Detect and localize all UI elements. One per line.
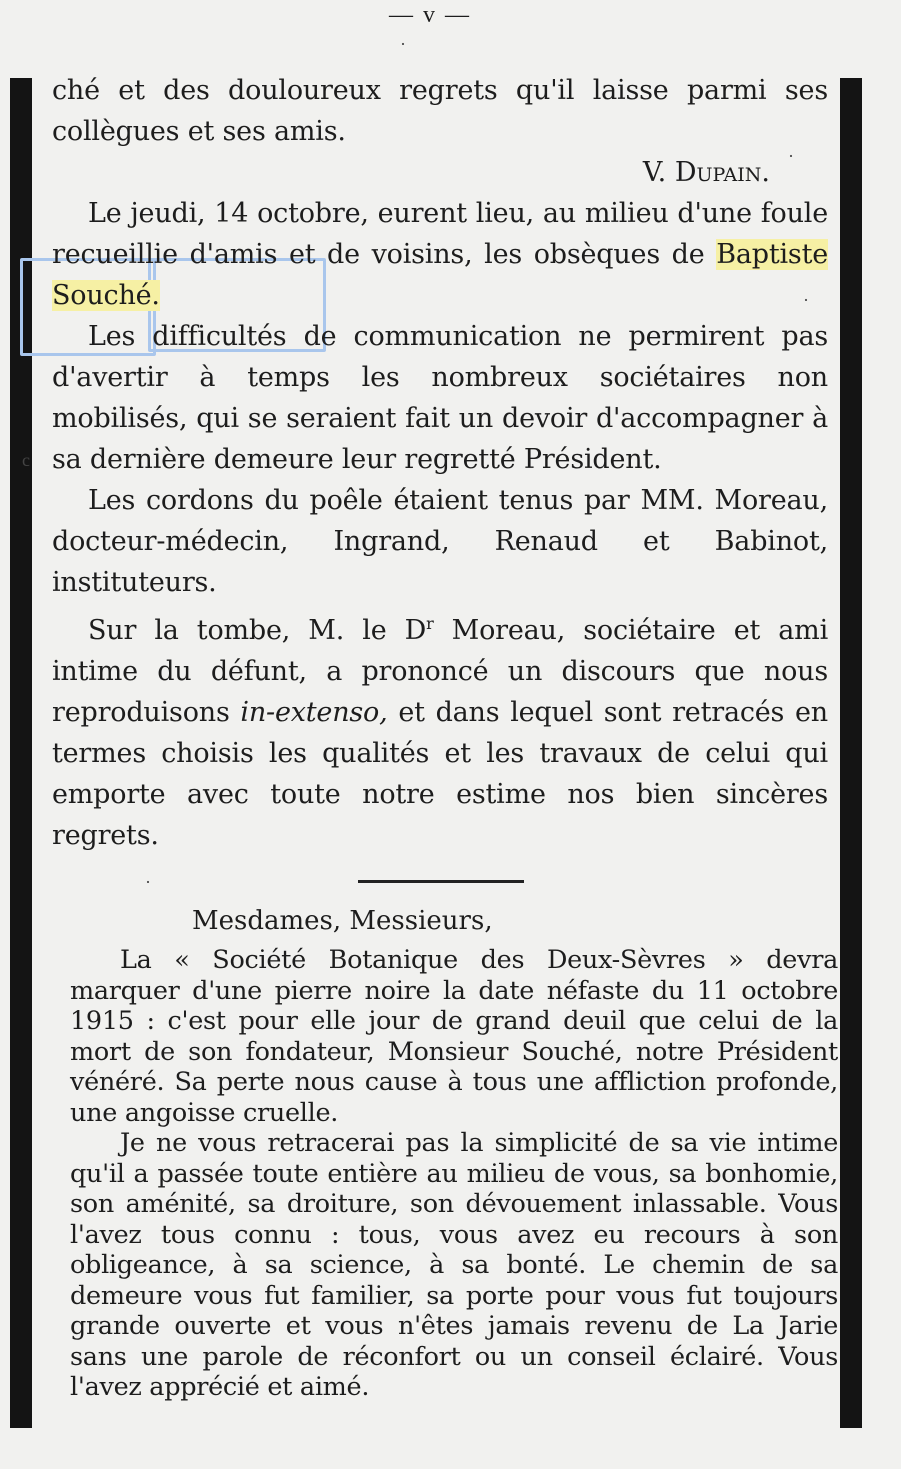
right-margin-bar xyxy=(840,78,862,1428)
left-margin-bar xyxy=(10,78,32,1428)
tomb-superscript: r xyxy=(426,614,434,633)
tomb-text-2: Moreau, sociétaire et ami intime du défunt, a prononcé un discours que nous reproduisons xyxy=(52,615,829,728)
paragraph-tomb xyxy=(52,603,828,856)
highlighted-name[interactable]: Baptiste Souché. xyxy=(52,239,828,311)
tomb-text-3: et dans lequel sont retracés en termes choisis les qualités et les travaux de celui qui emporte avec toute notre estime nos bien sincères regrets. xyxy=(52,697,828,851)
margin-mark: · xyxy=(145,872,151,892)
paragraph-cords: Les cordons du poêle étaient tenus par MM. Moreau, docteur-médecin, Ingrand, Renaud et Babinot, instituteurs. xyxy=(52,485,828,598)
speech-body xyxy=(70,945,838,1403)
speech-paragraph-2: Je ne vous retracerai pas la simplicité de sa vie intime qu'il a passée toute entière au milieu de vous, sa bonhomie, son aménité, sa droiture, son dévouement inlassable. Vous l'avez tous connu : tous, vous avez eu recours à son obligeance, à sa science, à sa bonté. Le chemin de sa demeure vous fut familier, sa porte pour vous fut toujours grande ouverte et vous n'êtes jamais revenu de La Jarie sans une parole de réconfort ou un conseil éclairé. Vous l'avez apprécié et aimé. xyxy=(70,1128,838,1402)
paragraph-funeral xyxy=(52,193,828,316)
speech-salutation: Mesdames, Messieurs, xyxy=(192,906,493,936)
margin-mark: c xyxy=(22,450,30,470)
signature-name: Dupain. xyxy=(674,157,770,188)
section-divider xyxy=(358,880,524,883)
speech-paragraph-1: La « Société Botanique des Deux-Sèvres » devra marquer d'une pierre noire la date néfaste du 11 octobre 1915 : c'est pour elle jour de grand deuil que celui de la mort de son fondateur, Monsieur Souché, notre Président vénéré. Sa perte nous cause à tous une affliction profonde, une angoisse cruelle. xyxy=(70,945,838,1128)
margin-mark: · xyxy=(803,290,809,310)
margin-mark: · xyxy=(788,146,794,166)
page-number: — v — xyxy=(389,2,471,28)
tomb-italic: in-extenso, xyxy=(240,697,388,728)
funeral-text: Le jeudi, 14 octobre, eurent lieu, au milieu d'une foule recueillie d'amis et de voisins, les obsèques de xyxy=(52,198,828,270)
tomb-text-1: Sur la tombe, M. le D xyxy=(88,615,427,646)
signature xyxy=(52,152,770,193)
paragraph-difficulties: Les difficultés de communication ne permirent pas d'avertir à temps les nombreux sociétaires non mobilisés, qui se seraient fait un devoir d'accompagner à sa dernière demeure leur regretté Président. xyxy=(52,321,828,475)
page-text-column xyxy=(52,70,838,1403)
paragraph-intro: ché et des douloureux regrets qu'il laisse parmi ses collègues et ses amis. xyxy=(52,75,828,147)
signature-initial: V. xyxy=(642,157,675,188)
margin-mark: · xyxy=(400,34,406,54)
